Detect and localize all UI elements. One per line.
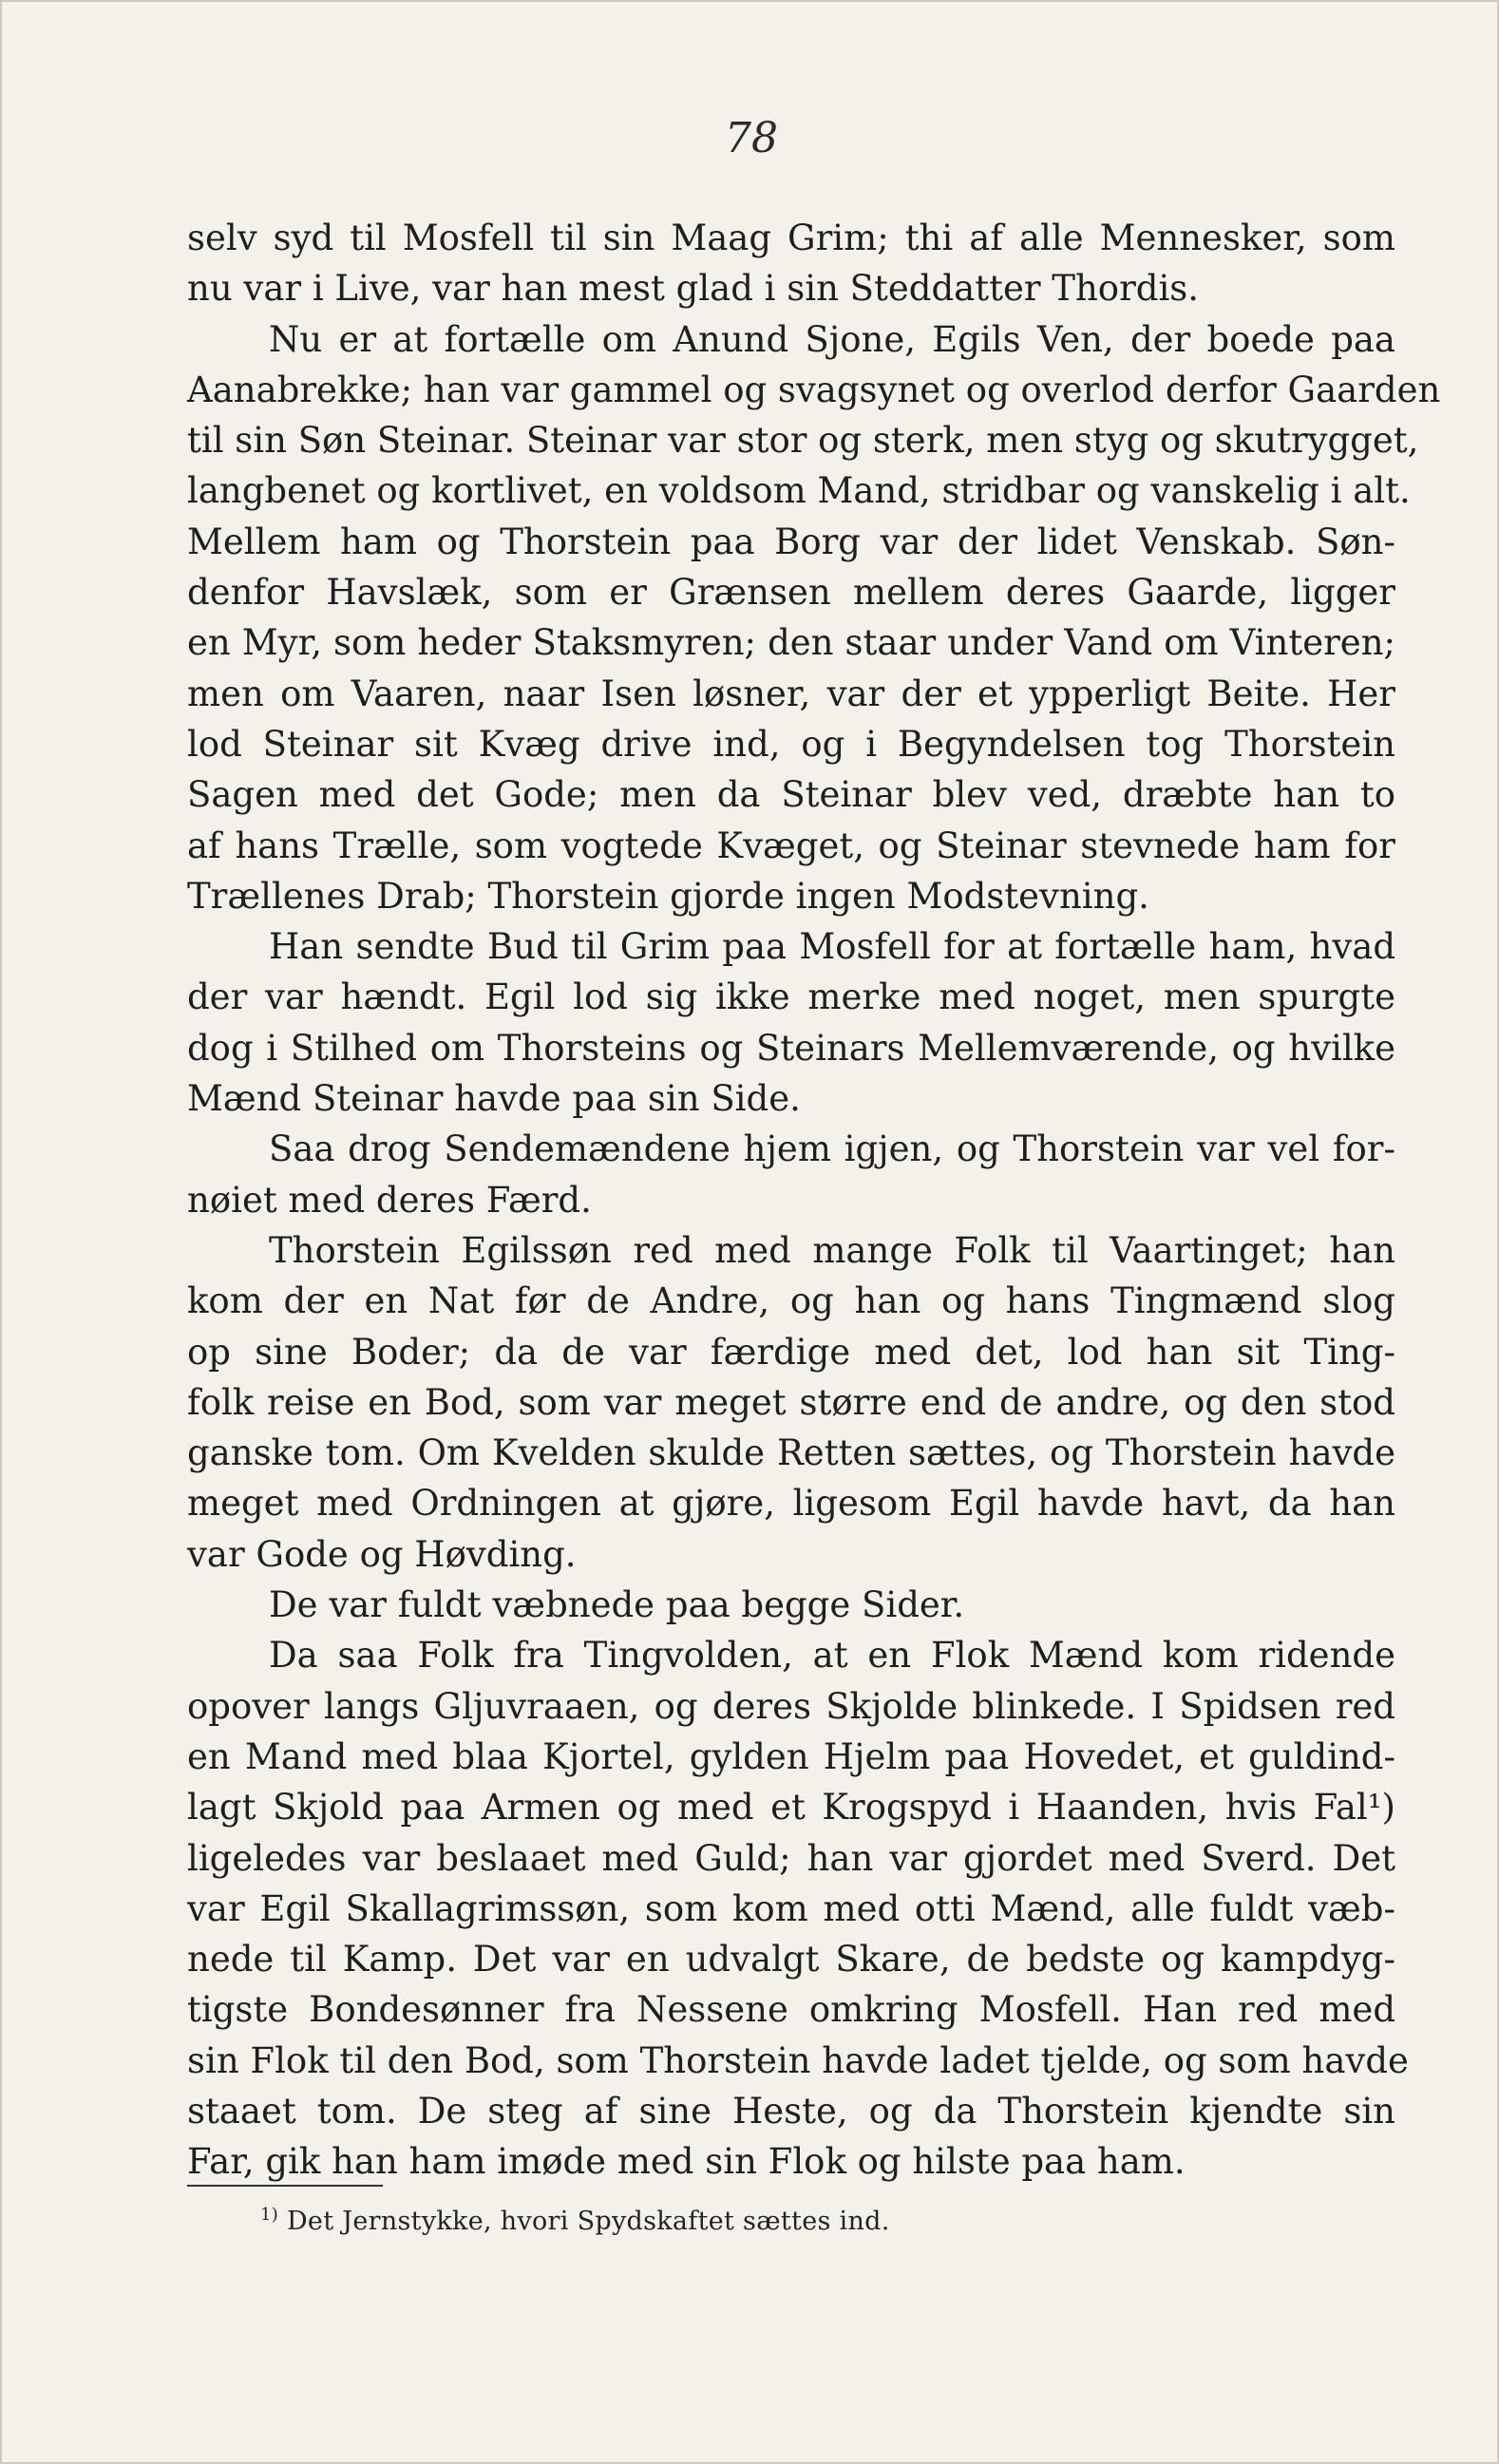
text-line: af hans Trælle, som vogtede Kvæget, og Steinar stevnede ham for bbox=[187, 824, 1395, 866]
text-line: langbenet og kortlivet, en voldsom Mand, stridbar og vanskelig i alt. bbox=[187, 470, 1411, 512]
text-line: denfor Havslæk, som er Grænsen mellem deres Gaarde, ligger bbox=[187, 572, 1395, 614]
body-text bbox=[187, 213, 1441, 2188]
text-line: lagt Skjold paa Armen og med et Krogspyd i Haanden, hvis Fal¹) bbox=[187, 1787, 1395, 1829]
text-line: Mænd Steinar havde paa sin Side. bbox=[187, 1078, 801, 1120]
text-line: Mellem ham og Thorstein paa Borg var der lidet Venskab. Søn- bbox=[187, 521, 1395, 562]
text-line: der var hændt. Egil lod sig ikke merke med noget, men spurgte bbox=[187, 976, 1395, 1018]
text-line: op sine Boder; da de var færdige med det, lod han sit Ting- bbox=[187, 1331, 1395, 1373]
text-line: en Mand med blaa Kjortel, gylden Hjelm paa Hovedet, et guldind- bbox=[187, 1735, 1395, 1777]
text-line: Sagen med det Gode; men da Steinar blev ved, dræbte han to bbox=[187, 774, 1395, 816]
text-line: meget med Ordningen at gjøre, ligesom Egil havde havt, da han bbox=[187, 1483, 1395, 1525]
text-line: Thorstein Egilssøn red med mange Folk til Vaartinget; han bbox=[269, 1229, 1395, 1271]
text-line: kom der en Nat før de Andre, og han og hans Tingmænd slog bbox=[187, 1280, 1395, 1322]
text-line: nede til Kamp. Det var en udvalgt Skare, de bedste og kampdyg- bbox=[187, 1939, 1395, 1981]
footnote bbox=[260, 2205, 890, 2236]
text-line: De var fuldt væbnede paa begge Sider. bbox=[269, 1584, 965, 1626]
text-line: en Myr, som heder Staksmyren; den staar under Vand om Vinteren; bbox=[187, 622, 1395, 664]
text-line: tigste Bondesønner fra Nessene omkring Mosfell. Han red med bbox=[187, 1989, 1395, 2031]
text-line: til sin Søn Steinar. Steinar var stor og sterk, men styg og skutrygget, bbox=[187, 420, 1419, 462]
text-line: nøiet med deres Færd. bbox=[187, 1179, 592, 1221]
footnote-mark: 1) bbox=[260, 2205, 279, 2225]
text-line: Trællenes Drab; Thorstein gjorde ingen Modstevning. bbox=[187, 875, 1149, 917]
text-line: staaet tom. De steg af sine Heste, og da Thorstein kjendte sin bbox=[187, 2090, 1395, 2132]
text-line: folk reise en Bod, som var meget større end de andre, og den stod bbox=[187, 1381, 1395, 1423]
text-line: Far, gik han ham imøde med sin Flok og hilste paa ham. bbox=[187, 2141, 1186, 2183]
text-line: sin Flok til den Bod, som Thorstein havde ladet tjelde, og som havde bbox=[187, 2039, 1409, 2081]
text-line: var Gode og Høvding. bbox=[187, 1533, 577, 1575]
text-line: ganske tom. Om Kvelden skulde Retten sættes, og Thorstein havde bbox=[187, 1432, 1395, 1474]
footnote-text: Det Jernstykke, hvori Spydskaftet sættes ind. bbox=[286, 2207, 890, 2236]
text-line: Han sendte Bud til Grim paa Mosfell for at fortælle ham, hvad bbox=[269, 926, 1395, 968]
text-line: var Egil Skallagrimssøn, som kom med otti Mænd, alle fuldt væb- bbox=[187, 1887, 1395, 1929]
text-line: Saa drog Sendemændene hjem igjen, og Thorstein var vel for- bbox=[269, 1128, 1395, 1170]
text-line: men om Vaaren, naar Isen løsner, var der et ypperligt Beite. Her bbox=[187, 673, 1395, 714]
text-line: lod Steinar sit Kvæg drive ind, og i Begyndelsen tog Thorstein bbox=[187, 723, 1395, 765]
text-line: Da saa Folk fra Tingvolden, at en Flok Mænd kom ridende bbox=[269, 1635, 1395, 1677]
text-line: opover langs Gljuvraaen, og deres Skjolde blinkede. I Spidsen red bbox=[187, 1685, 1395, 1727]
text-line: Aanabrekke; han var gammel og svagsynet og overlod derfor Gaarden bbox=[187, 369, 1441, 410]
page-number: 78 bbox=[725, 114, 778, 162]
text-line: nu var i Live, var han mest glad i sin Steddatter Thordis. bbox=[187, 268, 1200, 310]
text-line: ligeledes var beslaaet med Guld; han var gjordet med Sverd. Det bbox=[187, 1837, 1395, 1879]
text-line: Nu er at fortælle om Anund Sjone, Egils Ven, der boede paa bbox=[269, 318, 1395, 360]
text-line: dog i Stilhed om Thorsteins og Steinars Mellemværende, og hvilke bbox=[187, 1027, 1395, 1069]
footnote-divider bbox=[187, 2185, 383, 2187]
text-line: selv syd til Mosfell til sin Maag Grim; thi af alle Mennesker, som bbox=[187, 218, 1395, 258]
